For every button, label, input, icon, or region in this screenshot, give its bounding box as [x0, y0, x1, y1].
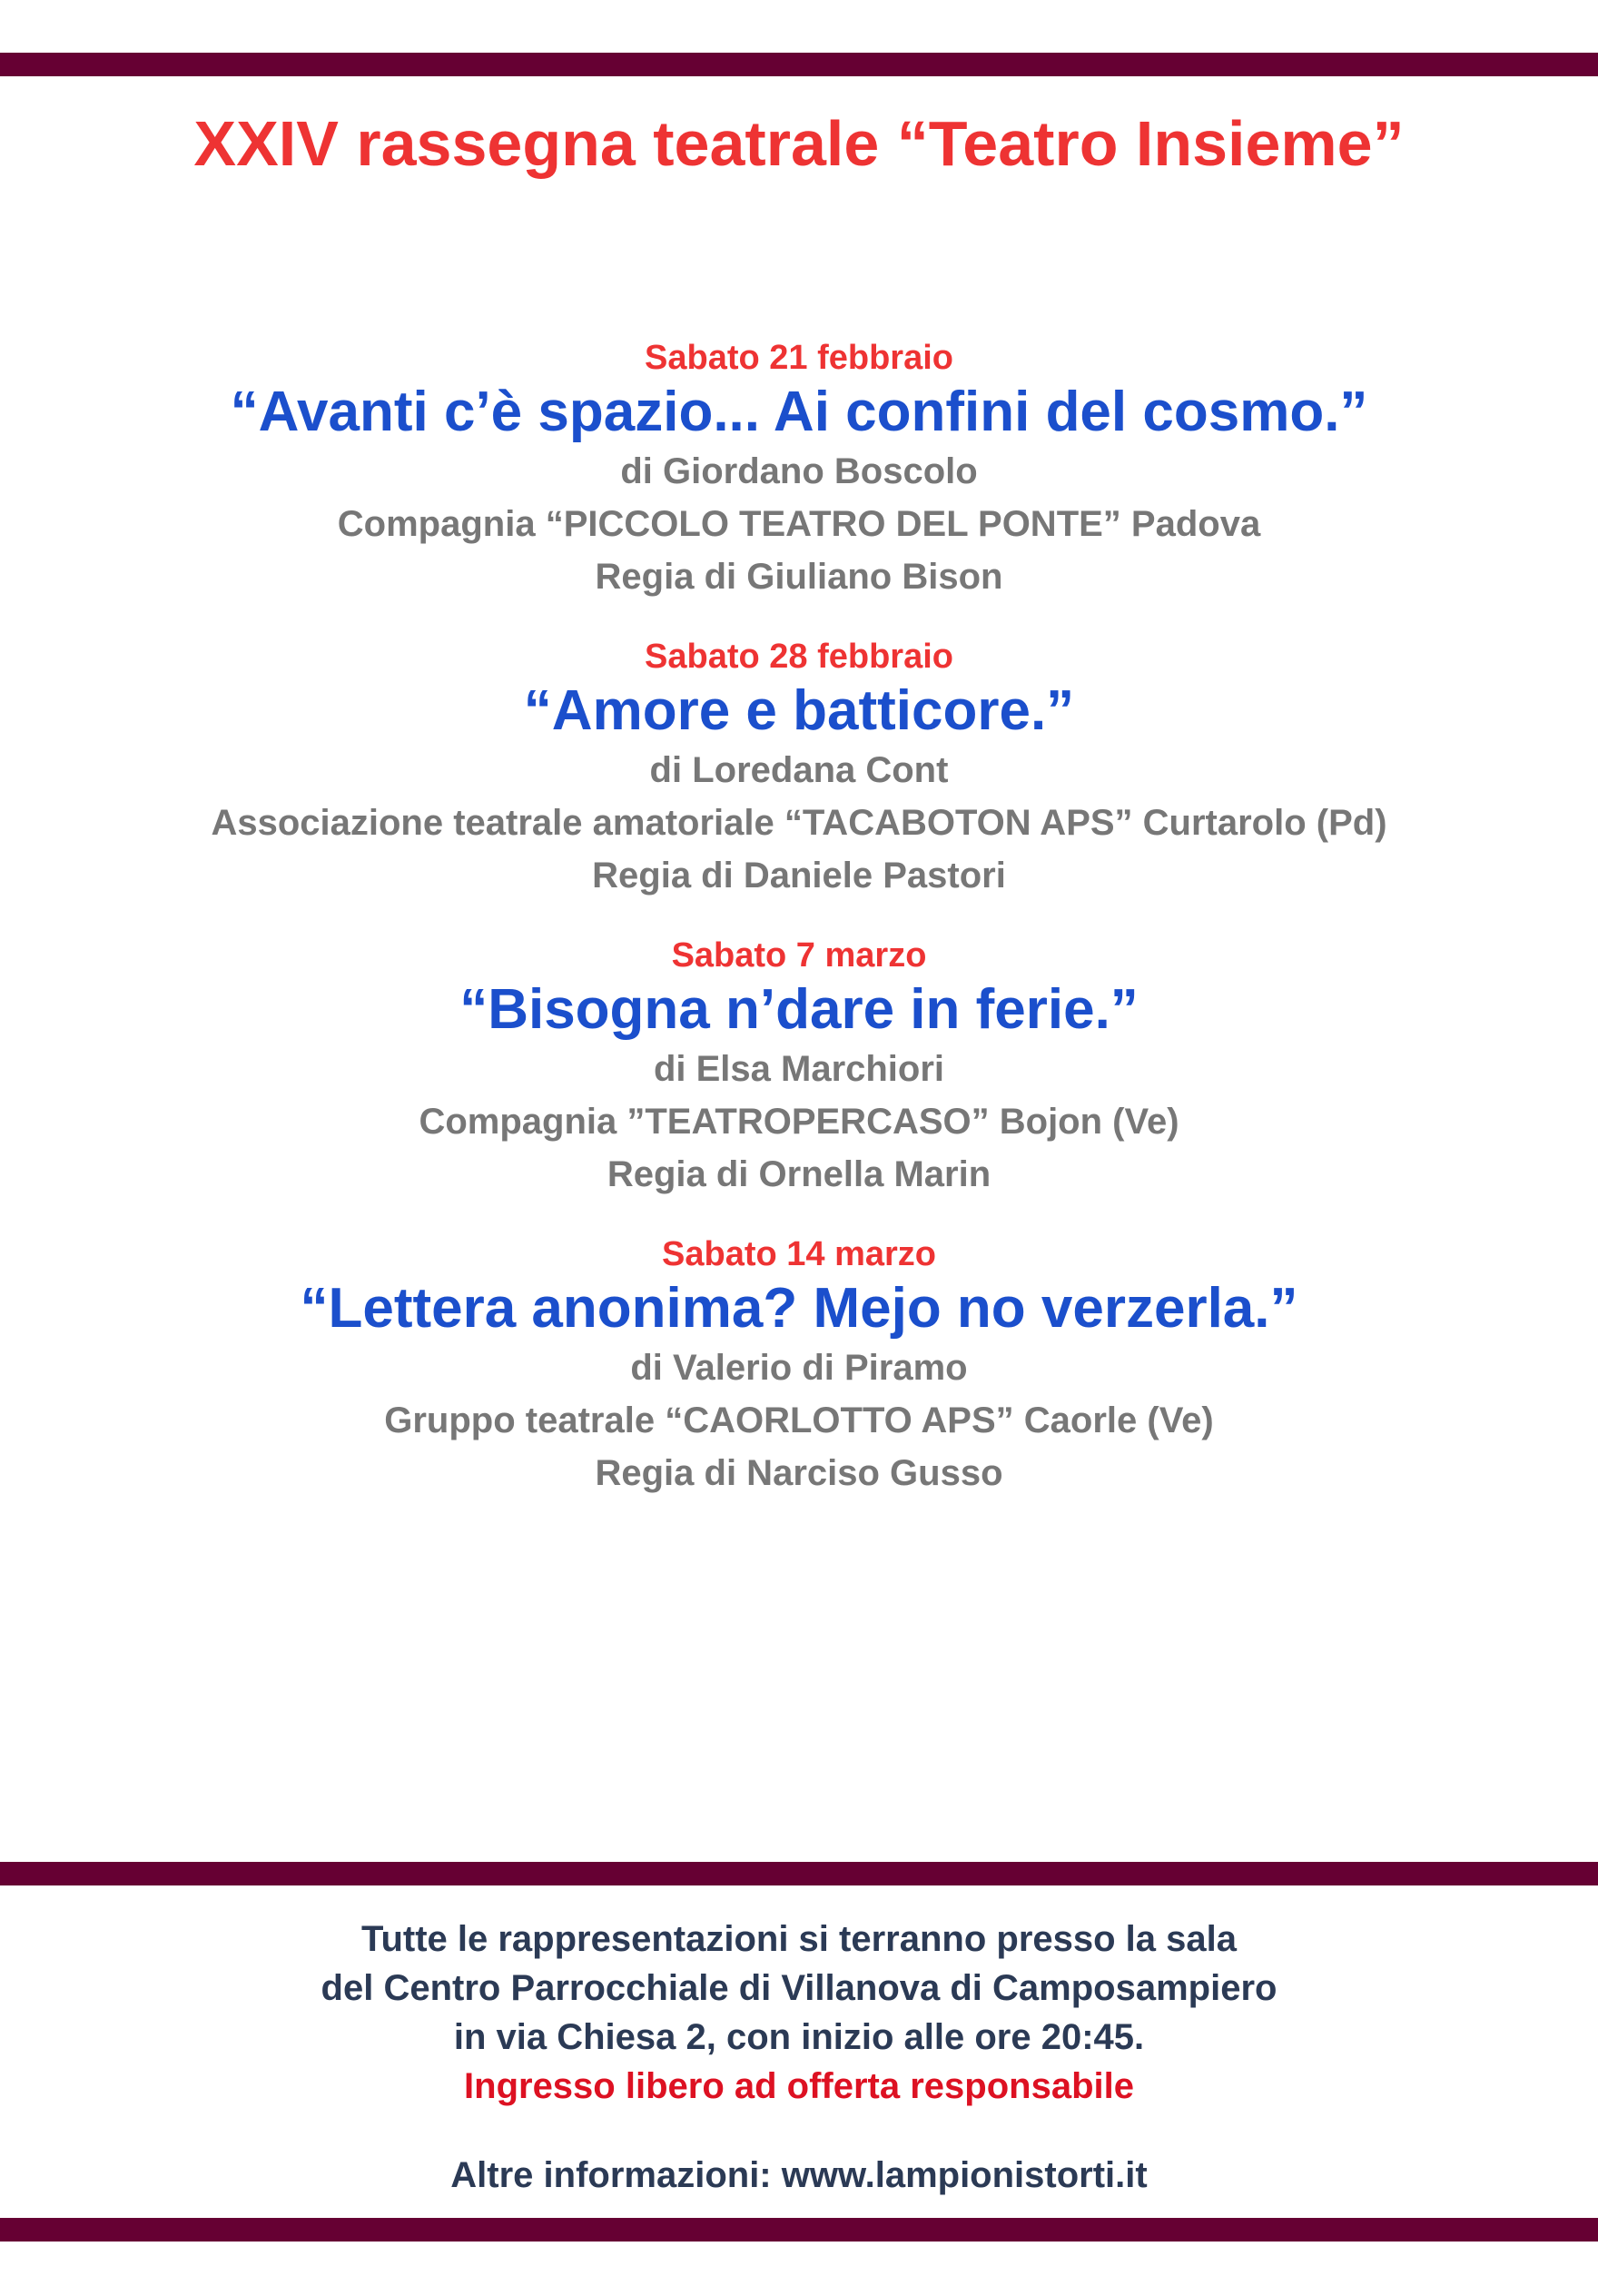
- event-date: Sabato 21 febbraio: [645, 339, 953, 377]
- venue-line-2: del Centro Parrocchiale di Villanova di Camposampiero: [321, 1968, 1277, 2008]
- event-title: “Bisogna n’dare in ferie.”: [459, 978, 1139, 1041]
- event-director: Regia di Daniele Pastori: [592, 856, 1006, 896]
- footer-divider-bar: [0, 1862, 1598, 1885]
- event-director: Regia di Ornella Marin: [607, 1154, 991, 1194]
- event-item: [0, 934, 1598, 1201]
- venue-line-1: Tutte le rappresentazioni si terranno presso la sala: [360, 1919, 1237, 1959]
- event-title: “Lettera anonima? Mejo no verzerla.”: [300, 1277, 1298, 1340]
- event-author: di Valerio di Piramo: [630, 1348, 968, 1388]
- venue-line-3: in via Chiesa 2, con inizio alle ore 20:45.: [453, 2017, 1145, 2057]
- event-item: [0, 635, 1598, 902]
- event-date: Sabato 14 marzo: [662, 1235, 936, 1273]
- page-title: XXIV rassegna teatrale “Teatro Insieme”: [193, 108, 1405, 179]
- top-divider-bar: [0, 53, 1598, 76]
- events-list: [0, 336, 1598, 1531]
- event-director: Regia di Giuliano Bison: [595, 557, 1003, 597]
- more-info-link: Altre informazioni: www.lampionistorti.it: [450, 2155, 1148, 2195]
- event-title: “Amore e batticore.”: [523, 679, 1075, 742]
- event-author: di Giordano Boscolo: [620, 451, 978, 491]
- event-company: Compagnia “PICCOLO TEATRO DEL PONTE” Padova: [337, 504, 1261, 544]
- bottom-divider-bar: [0, 2218, 1598, 2242]
- event-item: [0, 1232, 1598, 1499]
- footer-info: [0, 1915, 1598, 2200]
- free-entry-notice: Ingresso libero ad offerta responsabile: [464, 2066, 1134, 2106]
- event-author: di Loredana Cont: [649, 750, 949, 790]
- event-title: “Avanti c’è spazio... Ai confini del cosmo.”: [230, 381, 1368, 443]
- event-item: [0, 336, 1598, 603]
- event-company: Compagnia ”TEATROPERCASO” Bojon (Ve): [419, 1102, 1179, 1142]
- event-director: Regia di Narciso Gusso: [595, 1453, 1003, 1493]
- event-date: Sabato 28 febbraio: [645, 638, 953, 676]
- event-company: Associazione teatrale amatoriale “TACABOTON APS” Curtarolo (Pd): [211, 803, 1387, 843]
- event-author: di Elsa Marchiori: [653, 1049, 945, 1089]
- event-company: Gruppo teatrale “CAORLOTTO APS” Caorle (Ve): [384, 1400, 1214, 1440]
- event-date: Sabato 7 marzo: [671, 936, 927, 975]
